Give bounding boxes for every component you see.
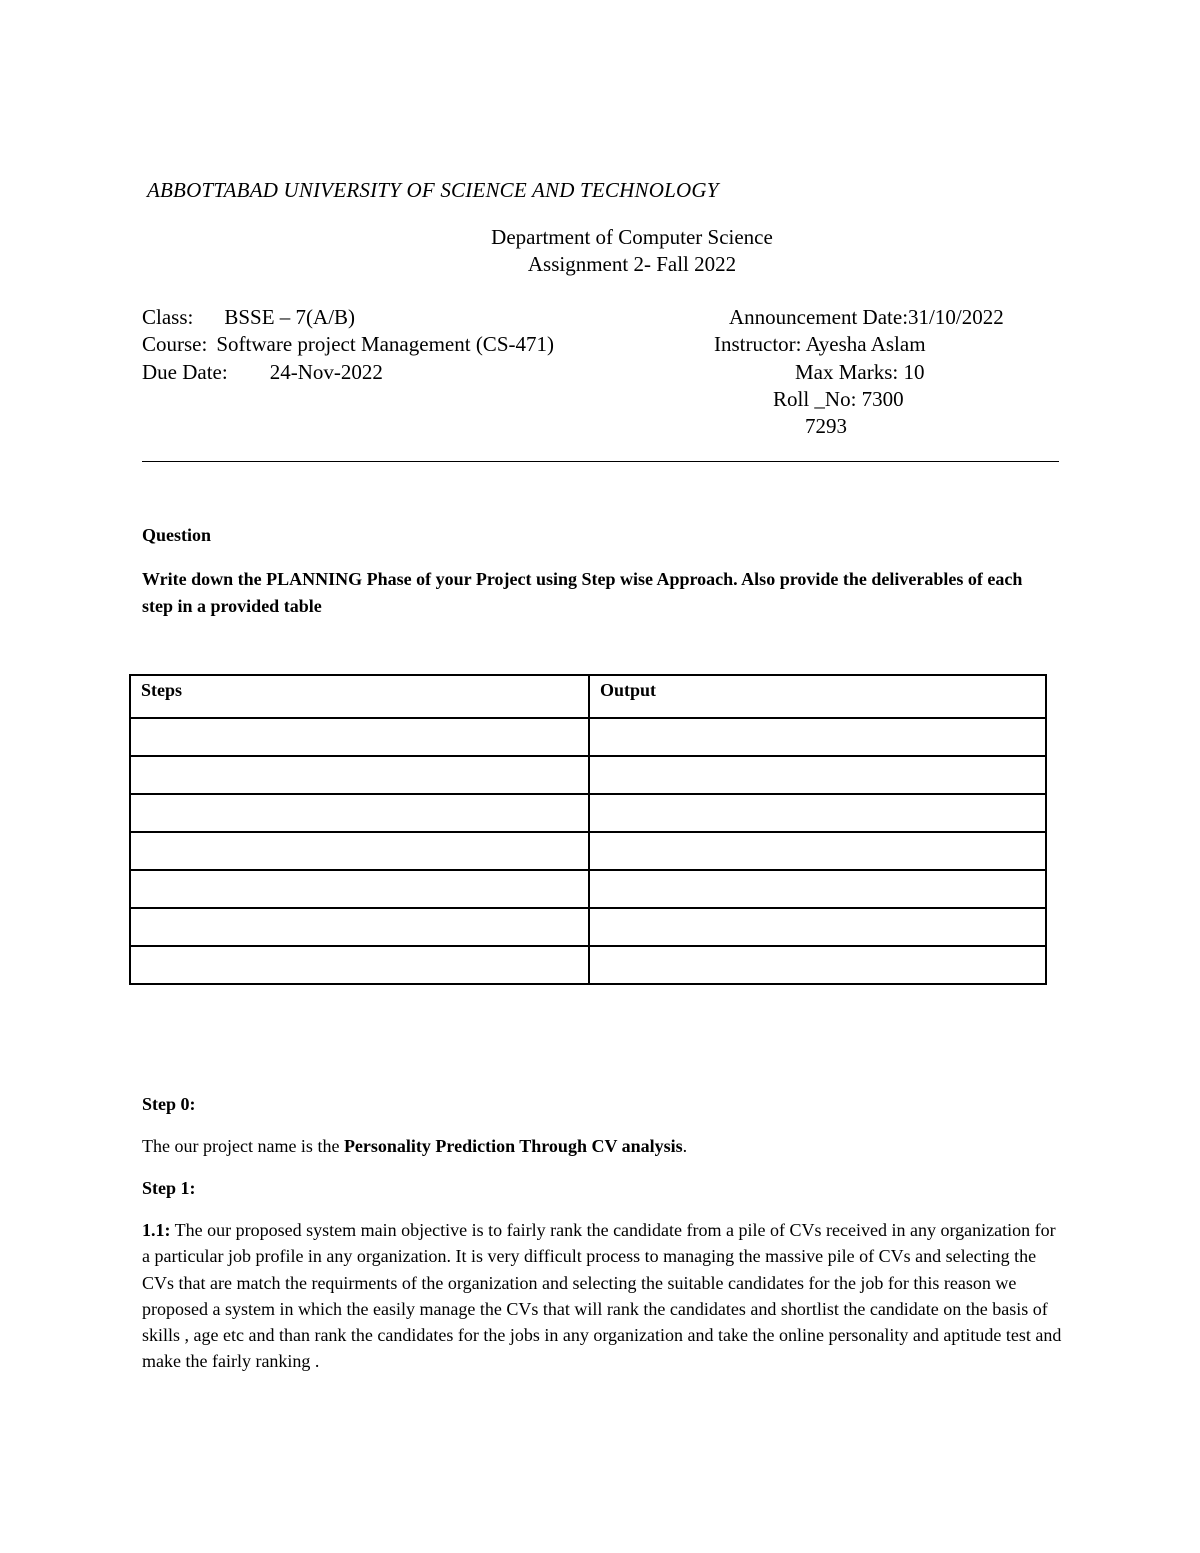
step-1-1-paragraph xyxy=(142,1217,1067,1375)
header-divider xyxy=(142,461,1059,462)
question-label: Question xyxy=(142,525,212,545)
table-header-output: Output xyxy=(589,675,1046,718)
roll-number: Roll _No: 7300 xyxy=(773,387,904,411)
table-cell xyxy=(589,756,1046,794)
table-cell xyxy=(589,794,1046,832)
table-cell xyxy=(589,908,1046,946)
steps-output-table xyxy=(129,674,1047,985)
table-cell xyxy=(130,756,589,794)
class-label: Class: xyxy=(142,305,194,329)
step-1-1-text: The our proposed system main objective is to fairly rank the candidate from a pile of CVs received in any organization for a particular job profile in any organization. It is very difficult process to managing the massive pile of CVs and selecting the CVs that are match the requirments of the organization and selecting the suitable candidates for the job for this reason we proposed a system in which the easily manage the CVs that will rank the candidates and shortlist the candidate on the basis of skills , age etc and than rank the candidates for the jobs in any organization and take the online personality and aptitude test and make the fairly ranking . xyxy=(142,1220,1062,1372)
table-row xyxy=(130,718,1046,756)
table-header-row xyxy=(130,675,1046,718)
course-value: Software project Management (CS-471) xyxy=(216,332,554,356)
table-cell xyxy=(130,870,589,908)
due-date-label: Due Date: xyxy=(142,360,228,384)
class-row xyxy=(142,305,355,330)
table-cell xyxy=(130,832,589,870)
table-row xyxy=(130,870,1046,908)
table-cell xyxy=(589,832,1046,870)
table-cell xyxy=(130,908,589,946)
table-cell xyxy=(589,870,1046,908)
course-label: Course: xyxy=(142,332,208,356)
max-marks: Max Marks: 10 xyxy=(795,360,925,384)
table-cell xyxy=(130,718,589,756)
table-cell xyxy=(130,946,589,984)
project-name: Personality Prediction Through CV analysis xyxy=(343,1136,683,1156)
table-row xyxy=(130,794,1046,832)
question-text: Write down the PLANNING Phase of your Project using Step wise Approach. Also provide the deliverables of each step in a provided table xyxy=(142,569,1023,616)
step-0-suffix: . xyxy=(682,1136,688,1156)
table-row xyxy=(130,946,1046,984)
table-row xyxy=(130,832,1046,870)
instructor: Instructor: Ayesha Aslam xyxy=(714,332,926,356)
step-1-label: Step 1: xyxy=(142,1178,196,1198)
class-value: BSSE – 7(A/B) xyxy=(224,305,356,329)
university-name: ABBOTTABAD UNIVERSITY OF SCIENCE AND TECHNOLOGY xyxy=(147,178,719,202)
roll-number-2: 7293 xyxy=(805,414,847,438)
course-row xyxy=(142,332,554,357)
step-0-prefix: The our project name is the xyxy=(142,1136,344,1156)
due-date-row xyxy=(142,360,383,385)
table-row xyxy=(130,756,1046,794)
table-cell xyxy=(589,946,1046,984)
table-row xyxy=(130,908,1046,946)
table-cell xyxy=(130,794,589,832)
assignment-title: Assignment 2- Fall 2022 xyxy=(527,252,737,276)
table-cell xyxy=(589,718,1046,756)
department-title: Department of Computer Science xyxy=(491,225,773,249)
step-0-text xyxy=(142,1136,687,1157)
step-0-label: Step 0: xyxy=(142,1094,196,1114)
step-1-1-label: 1.1: xyxy=(142,1220,171,1240)
table-header-steps: Steps xyxy=(130,675,589,718)
due-date-value: 24-Nov-2022 xyxy=(269,360,383,384)
announcement-date: Announcement Date:31/10/2022 xyxy=(729,305,1004,329)
